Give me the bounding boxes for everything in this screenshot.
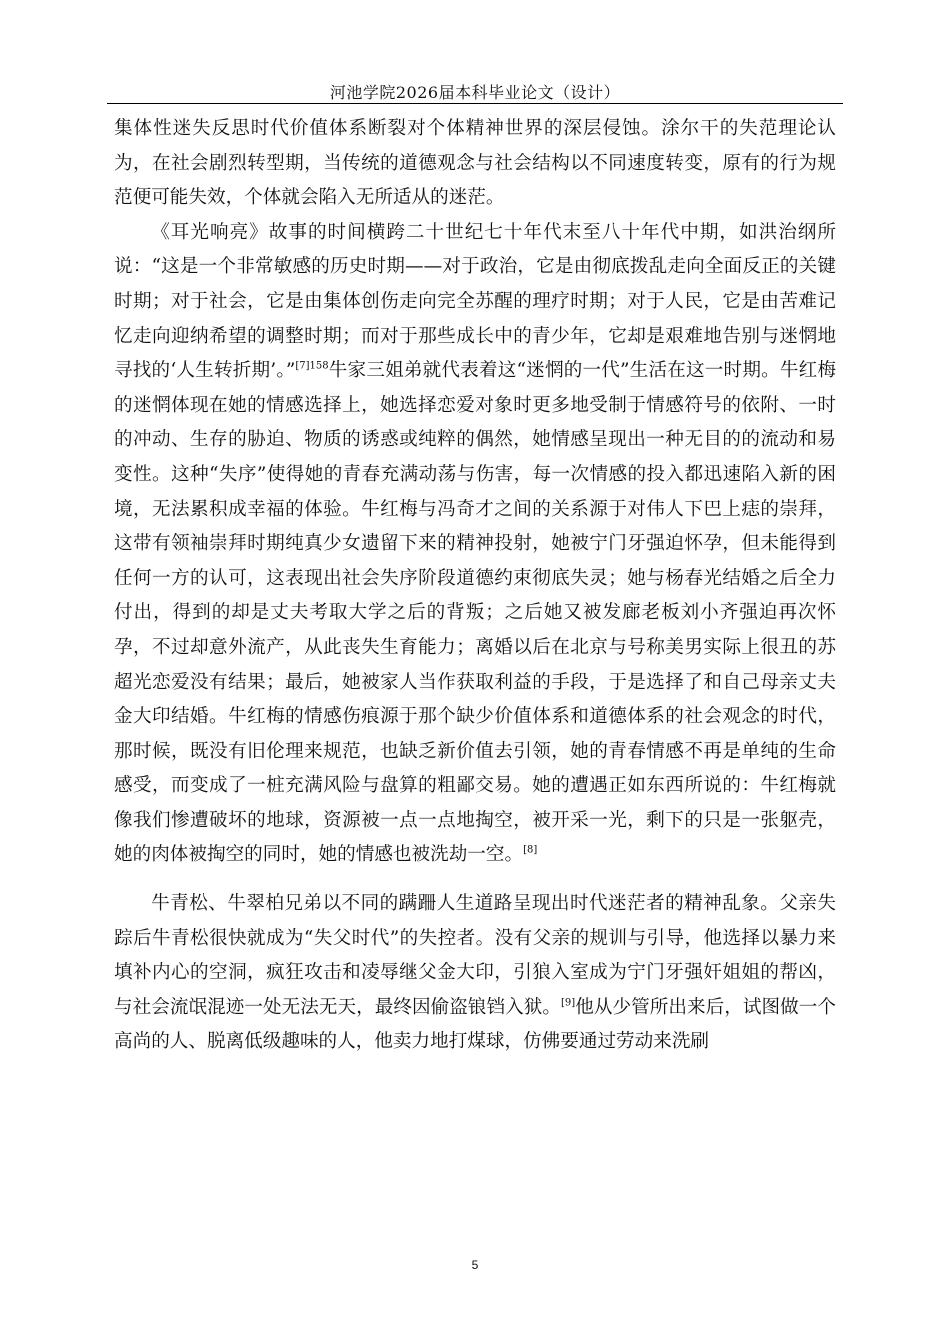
citation-9[interactable]: [9] (561, 997, 576, 1009)
paragraph-3-text-b: 他从少管所出来后，试图做一个高尚的人、脱离低级趣味的人，他卖力地打煤球，仿佛要通过劳动来洗刷 (114, 996, 836, 1053)
page-number: 5 (471, 1258, 479, 1272)
paragraph-2-text-b: 牛家三姐弟就代表着这“迷惘的一代”生活在这一时期。牛红梅的迷惘体现在她的情感选择上，她选择恋爱对象时更多地受制于情感符号的依附、一时的冲动、生存的胁迫、物质的诱惑或纯粹的偶然，她情感呈现出一种无目的的流动和易变性。这种“失序”使得她的青春充满动荡与伤害，每一次情感的投入都迅速陷入新的困境，无法累积成幸福的体验。牛红梅与冯奇才之间的关系源于对伟人下巴上痣的崇拜，这带有领袖崇拜时期纯真少女遗留下来的精神投射，她被宁门牙强迫怀孕，但未能得到任何一方的认可，这表现出社会失序阶段道德约束彻底失灵；她与杨春光结婚之后全力付出，得到的却是丈夫考取大学之后的背叛；之后她又被发廊老板刘小齐强迫再次怀孕，不过却意外流产，从此丧失生育能力；离婚以后在北京与号称美男实际上很丑的苏超光恋爱没有结果；最后，她被家人当作获取利益的手段，于是选择了和自己母亲丈夫金大印结婚。牛红梅的情感伤痕源于那个缺少价值体系和道德体系的社会观念的时代，那时候，既没有旧伦理来规范，也缺乏新价值去引领，她的青春情感不再是单纯的生命感受，而变成了一桩充满风险与盘算的粗鄙交易。她的遭遇正如东西所说的：牛红梅就像我们惨遭破坏的地球，资源被一点一点地掏空，被开采一光，剩下的只是一张躯壳，她的肉体被掏空的同时，她的情感也被洗劫一空。 (114, 360, 837, 866)
paragraph-2-text-a: 《耳光响亮》故事的时间横跨二十世纪七十年代末至八十年代中期，如洪治纲所说：“这是一个非常敏感的历史时期——对于政治，它是由彻底拨乱走向全面反正的关键时期；对于社会，它是由集体创伤走向完全苏醒的理疗时期；对于人民，它是由苦难记忆走向迎纳希望的调整时期；而对于那些成长中的青少年，它却是艰难地告别与迷惘地寻找的‘人生转折期’。” (114, 221, 836, 382)
citation-8[interactable]: [8] (523, 844, 538, 856)
body-text (114, 112, 836, 1060)
paragraph-1-text: 集体性迷失反思时代价值体系断裂对个体精神世界的深层侵蚀。涂尔干的失范理论认为，在社会剧烈转型期，当传统的道德观念与社会结构以不同速度转变，原有的行为规范便可能失效，个体就会陷入无所适从的迷茫。 (114, 118, 836, 209)
running-header: 河池学院2026届本科毕业论文（设计） (329, 83, 621, 102)
citation-7[interactable]: [7]158 (295, 360, 329, 372)
paragraph-2 (114, 216, 836, 873)
header-divider (107, 103, 843, 104)
paragraph-1 (114, 112, 836, 216)
paragraph-3-text-a: 牛青松、牛翠柏兄弟以不同的蹒跚人生道路呈现出时代迷茫者的精神乱象。父亲失踪后牛青松很快就成为“失父时代”的失控者。没有父亲的规训与引导，他选择以暴力来填补内心的空洞，疯狂攻击和凌辱继父金大印，引狼入室成为宁门牙强奸姐姐的帮凶，与社会流氓混迹一处无法无天，最终因偷盗锒铛入狱。 (114, 893, 836, 1018)
paragraph-3 (114, 887, 836, 1060)
